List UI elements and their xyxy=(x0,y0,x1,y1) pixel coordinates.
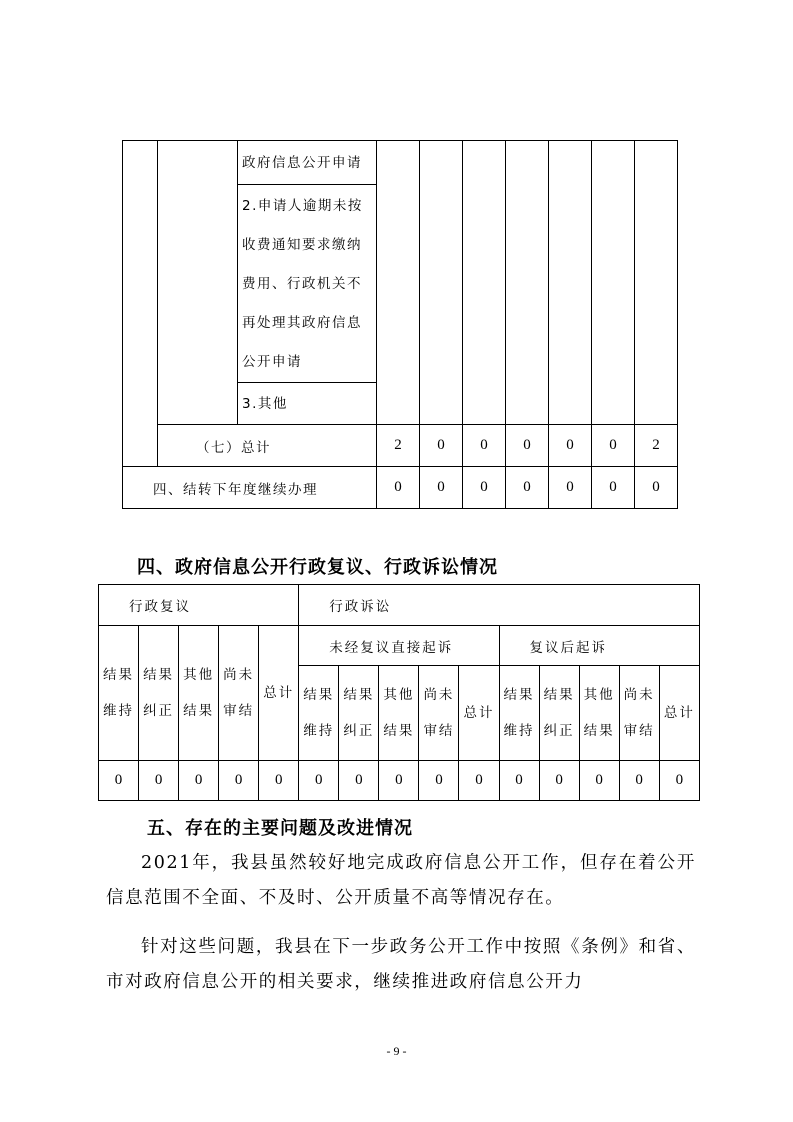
table-cell: 0 xyxy=(635,467,678,509)
direct-suit-header: 未经复议直接起诉 xyxy=(299,626,499,666)
table-cell: 2 xyxy=(635,425,678,467)
table-cell: 0 xyxy=(549,425,592,467)
table-cell: 0 xyxy=(506,467,549,509)
table-cell: 0 xyxy=(463,425,506,467)
table-cell xyxy=(635,141,678,425)
table-cell xyxy=(123,141,158,467)
table-cell xyxy=(592,141,635,425)
col-header-other: 其他结果 xyxy=(379,666,419,761)
table-row xyxy=(99,626,700,666)
reason-cell: 政府信息公开申请 xyxy=(238,141,377,185)
table-cell xyxy=(549,141,592,425)
col-header-total: 总计 xyxy=(459,666,499,761)
table-cell: 2 xyxy=(377,425,420,467)
table-cell xyxy=(377,141,420,425)
col-header-pending: 尚未审结 xyxy=(219,626,259,761)
table-cell: 0 xyxy=(659,761,699,801)
carry-over-label: 四、结转下年度继续办理 xyxy=(123,467,377,509)
table-cell xyxy=(506,141,549,425)
table-cell: 0 xyxy=(499,761,539,801)
col-header-other: 其他结果 xyxy=(179,626,219,761)
after-review-suit-header: 复议后起诉 xyxy=(499,626,699,666)
table-cell: 0 xyxy=(299,761,339,801)
table-row xyxy=(123,141,678,185)
paragraph: 2021年，我县虽然较好地完成政府信息公开工作，但存在着公开信息范围不全面、不及时、公开质量不高等情况存在。 xyxy=(106,853,696,908)
carry-over-row xyxy=(123,467,678,509)
table-cell: 0 xyxy=(539,761,579,801)
table-cell xyxy=(463,141,506,425)
table-cell: 0 xyxy=(549,467,592,509)
table-cell: 0 xyxy=(139,761,179,801)
col-header-corrected: 结果纠正 xyxy=(539,666,579,761)
table-row xyxy=(99,585,700,626)
reason-cell: 3.其他 xyxy=(238,383,377,425)
table-cell: 0 xyxy=(463,467,506,509)
admin-review-header: 行政复议 xyxy=(99,585,299,626)
table-cell: 0 xyxy=(377,467,420,509)
table-cell: 0 xyxy=(420,467,463,509)
table-cell: 0 xyxy=(179,761,219,801)
table-row xyxy=(99,761,700,801)
total-label: （七）总计 xyxy=(158,425,377,467)
col-header-upheld: 结果维持 xyxy=(499,666,539,761)
col-header-pending: 尚未审结 xyxy=(619,666,659,761)
col-header-total: 总计 xyxy=(259,626,299,761)
section-heading-problems: 五、存在的主要问题及改进情况 xyxy=(147,818,413,839)
table-cell: 0 xyxy=(219,761,259,801)
total-row xyxy=(123,425,678,467)
table-cell: 0 xyxy=(592,467,635,509)
table-cell xyxy=(158,141,238,425)
table-cell: 0 xyxy=(419,761,459,801)
col-header-total: 总计 xyxy=(659,666,699,761)
col-header-other: 其他结果 xyxy=(579,666,619,761)
review-litigation-table xyxy=(98,584,700,801)
table-cell: 0 xyxy=(379,761,419,801)
table-cell: 0 xyxy=(592,425,635,467)
application-handling-table-continued xyxy=(122,140,678,509)
paragraph: 针对这些问题，我县在下一步政务公开工作中按照《条例》和省、市对政府信息公开的相关要求，继续推进政府信息公开力 xyxy=(106,937,696,992)
admin-litigation-header: 行政诉讼 xyxy=(299,585,700,626)
table-cell: 0 xyxy=(619,761,659,801)
col-header-upheld: 结果维持 xyxy=(99,626,139,761)
section-heading-review-litigation: 四、政府信息公开行政复议、行政诉讼情况 xyxy=(137,557,498,578)
reason-cell: 2.申请人逾期未按收费通知要求缴纳费用、行政机关不再处理其政府信息公开申请 xyxy=(238,185,377,383)
table-cell: 0 xyxy=(579,761,619,801)
table-cell: 0 xyxy=(339,761,379,801)
page-number: - 9 - xyxy=(386,1044,407,1058)
table-cell xyxy=(420,141,463,425)
col-header-upheld: 结果维持 xyxy=(299,666,339,761)
table-cell: 0 xyxy=(420,425,463,467)
col-header-pending: 尚未审结 xyxy=(419,666,459,761)
table-cell: 0 xyxy=(99,761,139,801)
col-header-corrected: 结果纠正 xyxy=(139,626,179,761)
table-cell: 0 xyxy=(259,761,299,801)
table-cell: 0 xyxy=(459,761,499,801)
col-header-corrected: 结果纠正 xyxy=(339,666,379,761)
table-cell: 0 xyxy=(506,425,549,467)
